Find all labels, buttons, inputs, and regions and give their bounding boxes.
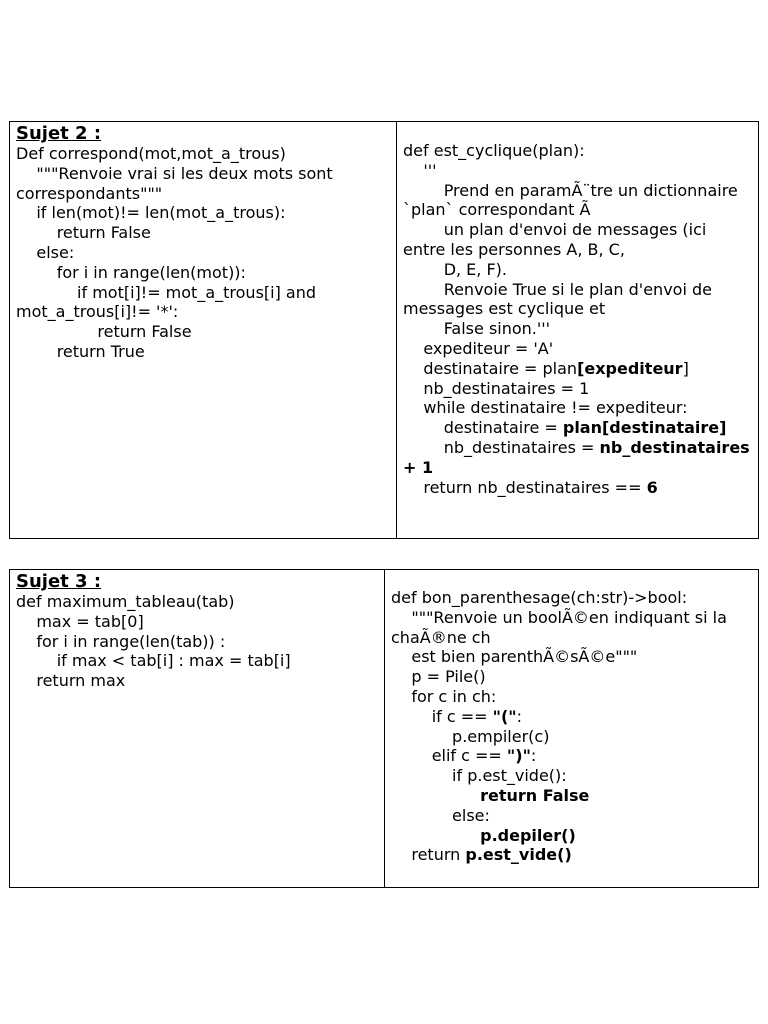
sujet-2-right-cell [397,122,758,538]
sujet-3-table [9,569,759,888]
code-line: def est_cyclique(plan): [403,141,585,160]
code-line: expediteur = 'A' [403,338,554,358]
code-line: Def correspond(mot,mot_a_trous) [16,144,286,163]
code-line: Prend en paramÃ¨tre un dictionnaire `plan` correspondant Ã [403,180,743,220]
code-text: destinataire = plan [403,358,578,378]
code-line: nb_destinataires = 1 [403,378,590,398]
code-bold-text: [expediteur [577,358,683,378]
sujet-2-left-cell [10,122,397,538]
code-line: p = Pile() [391,667,486,687]
sujet-3-title: Sujet 3 : [16,571,102,592]
code-text: elif c == [391,746,507,766]
code-text: return nb_destinataires == [403,477,647,497]
code-line [391,707,752,727]
code-line: p.empiler(c) [391,726,550,746]
code-line: p.depiler() [391,825,576,845]
code-line [403,478,752,498]
code-bold-text: ")" [506,746,531,766]
code-line: while destinataire != expediteur: [403,398,688,418]
code-line [403,418,752,438]
sujet-3-left-cell [10,570,385,887]
code-bold-text: p.est_vide() [465,845,572,865]
code-text: nb_destinataires = [403,437,600,457]
code-line: if max < tab[i] : max = tab[i] [16,651,291,671]
code-line: return False [16,322,192,342]
code-line [403,437,756,478]
code-line: for c in ch: [391,686,497,706]
code-line: Renvoie True si le plan d'envoi de messages est cyclique et [403,279,718,319]
code-line: return False [391,785,590,805]
code-line: return max [16,671,126,691]
code-text: ] [682,358,689,378]
code-line [391,845,752,865]
code-line: est bien parenthÃ©sÃ©e""" [391,647,638,667]
code-bold-text: plan[destinataire] [562,418,727,438]
code-line: return True [16,341,145,361]
code-line: D, E, F). [403,259,507,279]
code-line: if mot[i]!= mot_a_trous[i] and mot_a_trous[i]!= '*': [16,282,322,322]
code-line: if len(mot)!= len(mot_a_trous): [16,203,286,223]
code-line: max = tab[0] [16,611,144,631]
code-line: else: [16,242,75,262]
code-bold-text: "(" [492,706,517,726]
sujet-2-title: Sujet 2 : [16,123,102,144]
code-line [403,359,752,379]
code-text: destinataire = [403,418,563,438]
code-text: : [516,706,523,726]
code-line: def bon_parenthesage(ch:str)->bool: [391,588,688,607]
code-line: def maximum_tableau(tab) [16,592,235,611]
code-line: return False [16,223,151,243]
sujet-3-right-cell [385,570,758,887]
code-line [391,746,752,766]
code-line: ''' [403,160,437,180]
code-line: for i in range(len(mot)): [16,262,246,282]
code-bold-text: 6 [646,477,658,497]
code-line: """Renvoie vrai si les deux mots sont correspondants""" [16,163,338,203]
code-line: False sinon.''' [403,319,551,339]
code-bold-text: nb_destinataires + 1 [403,437,756,477]
code-text: return [391,845,466,865]
code-text: if c == [391,706,493,726]
code-line: if p.est_vide(): [391,766,567,786]
code-text: : [530,746,537,766]
code-line: else: [391,805,490,825]
code-line: for i in range(len(tab)) : [16,631,226,651]
code-line: """Renvoie un boolÃ©en indiquant si la chaÃ®ne ch [391,607,732,647]
sujet-2-table [9,121,759,539]
code-line: un plan d'envoi de messages (ici entre les personnes A, B, C, [403,220,712,259]
